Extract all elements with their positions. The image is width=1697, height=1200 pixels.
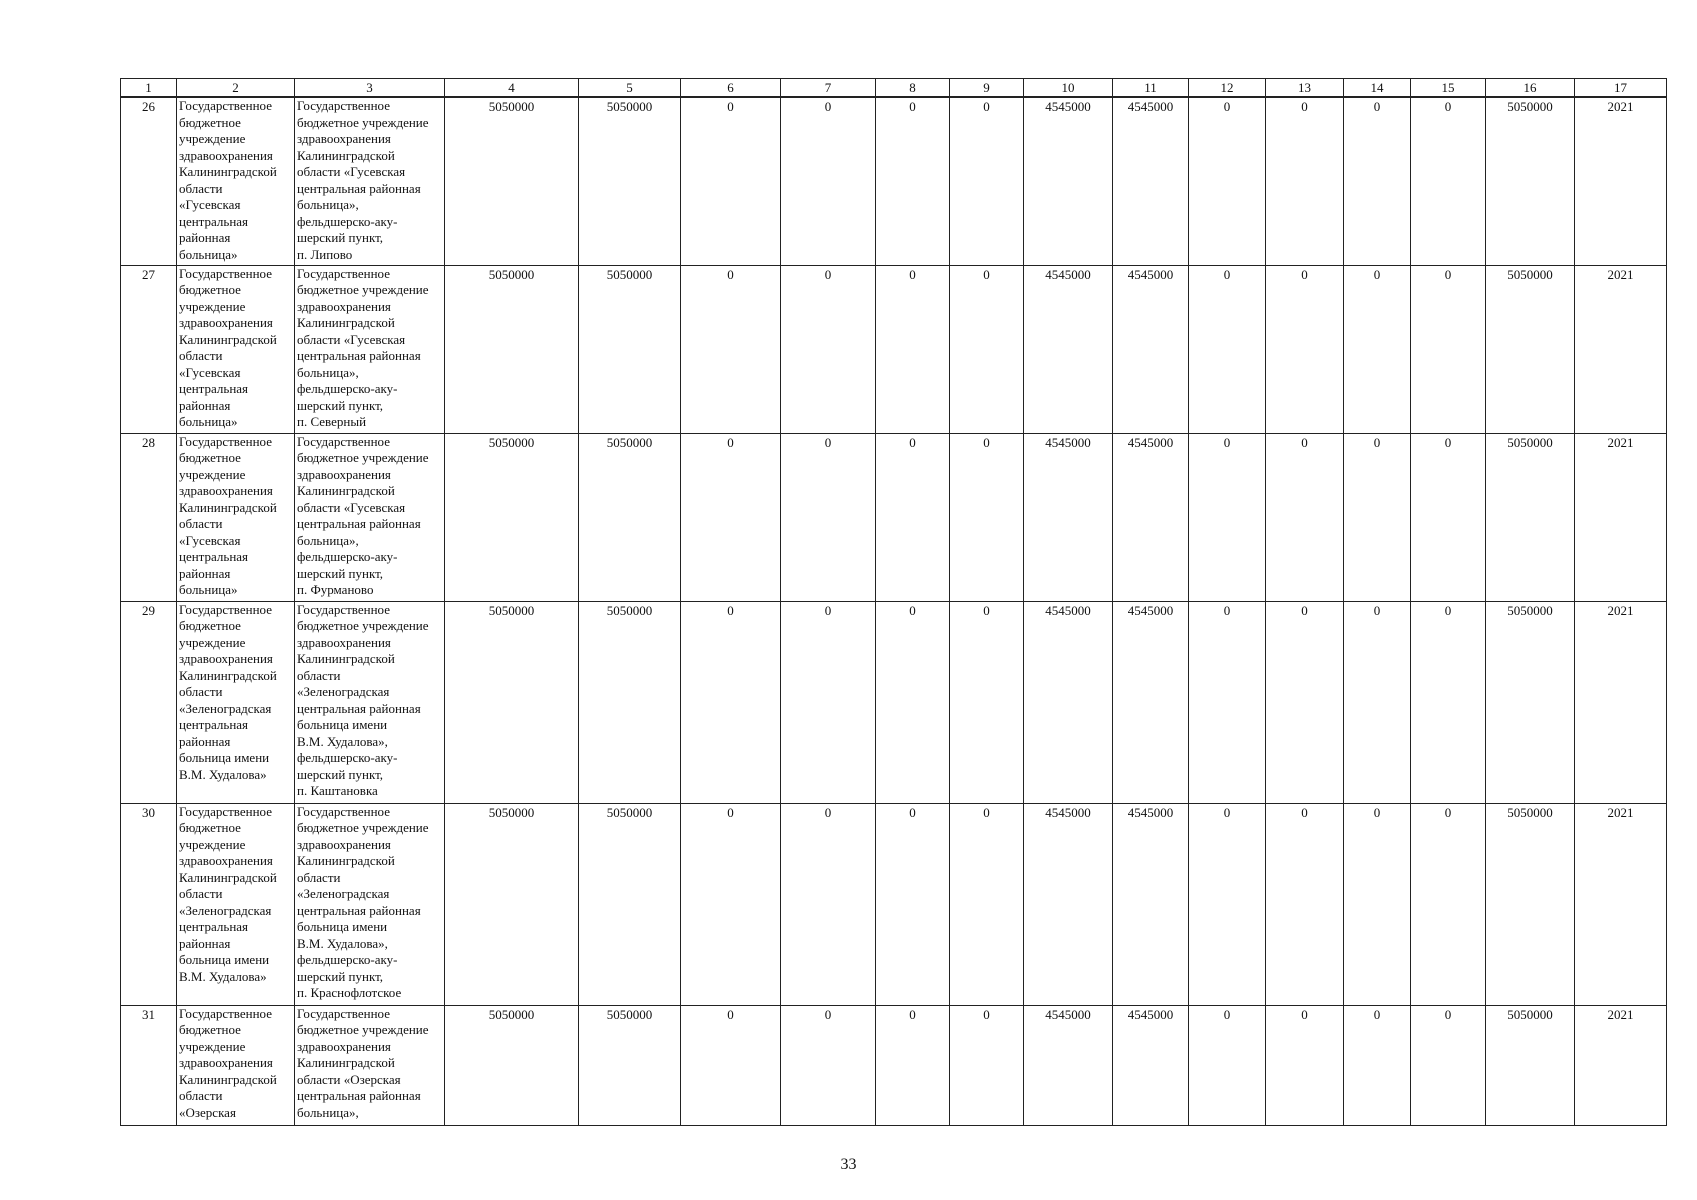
value-cell-col-14: 0 [1344, 433, 1411, 601]
cell-text-line: Государственное [297, 433, 390, 449]
cell-text-line: здравоохранения [179, 147, 273, 163]
cell-text-line: больница», [297, 364, 359, 380]
value-cell-col-10: 4545000 [1024, 1005, 1113, 1125]
cell-text-line: области [179, 348, 223, 363]
value-cell-col-5: 5050000 [579, 97, 681, 265]
cell-text-line: районная [179, 935, 231, 951]
value-cell-col-17: 2021 [1575, 803, 1667, 1005]
cell-text-line: здравоохранения [297, 131, 391, 146]
value-cell-col-4: 5050000 [445, 265, 579, 433]
column-header-17: 17 [1575, 79, 1667, 98]
cell-text-line: центральная районная [297, 700, 421, 716]
cell-text-line: бюджетное [179, 618, 241, 633]
value-cell-col-14: 0 [1344, 601, 1411, 803]
column-header-11: 11 [1113, 79, 1189, 98]
value-cell-col-10: 4545000 [1024, 803, 1113, 1005]
cell-text-line: здравоохранения [297, 466, 391, 482]
cell-text-line: области «Гусевская [297, 331, 406, 347]
column-header-4: 4 [445, 79, 579, 98]
cell-text-line: Калининградской [179, 164, 277, 179]
value-cell-col-7: 0 [781, 265, 876, 433]
cell-text-line: центральная [179, 717, 249, 732]
column-header-15: 15 [1411, 79, 1486, 98]
cell-text-line: п. Каштановка [297, 783, 378, 798]
cell-text-line: «Зеленоградская [179, 700, 272, 716]
column-header-9: 9 [950, 79, 1024, 98]
page-number: 33 [840, 1156, 857, 1173]
cell-text-line: «Зеленоградская [297, 684, 390, 699]
value-cell-col-15: 0 [1411, 803, 1486, 1005]
cell-text-line: больница имени [297, 717, 388, 732]
cell-text-line: центральная районная [297, 348, 421, 363]
cell-text-line: учреждение [179, 466, 246, 482]
value-cell-col-12: 0 [1189, 265, 1266, 433]
value-cell-col-5: 5050000 [579, 265, 681, 433]
cell-text-line: больница» [179, 582, 238, 597]
document-sheet [120, 78, 1667, 1126]
cell-text-line: бюджетное [179, 282, 241, 297]
value-cell-col-5: 5050000 [579, 1005, 681, 1125]
value-cell-col-13: 0 [1266, 433, 1344, 601]
cell-text-line: В.М. Худалова», [297, 733, 388, 749]
value-cell-col-7: 0 [781, 1005, 876, 1125]
cell-text-line: бюджетное учреждение [297, 282, 429, 297]
value-cell-col-6: 0 [681, 97, 781, 265]
cell-text-line: В.М. Худалова», [297, 935, 388, 951]
value-cell-col-13: 0 [1266, 803, 1344, 1005]
cell-text-line: здравоохранения [179, 853, 273, 868]
cell-text-line: Калининградской [297, 147, 395, 163]
cell-text-line: области [179, 1088, 223, 1103]
cell-text-line: Калининградской [297, 853, 395, 868]
cell-text-line: районная [179, 733, 231, 749]
value-cell-col-17: 2021 [1575, 1005, 1667, 1125]
column-header-3: 3 [295, 79, 445, 98]
cell-text-line: учреждение [179, 634, 246, 650]
cell-text-line: Калининградской [179, 1071, 277, 1087]
value-cell-col-14: 0 [1344, 265, 1411, 433]
cell-text-line: районная [179, 230, 231, 245]
column-number-row [121, 79, 1667, 98]
institution-cell [177, 265, 295, 433]
cell-text-line: шерский пункт, [297, 968, 384, 984]
cell-text-line: области [179, 886, 223, 901]
object-cell [295, 803, 445, 1005]
cell-text-line: Государственное [179, 98, 272, 113]
cell-text-line: Государственное [179, 433, 272, 449]
value-cell-col-11: 4545000 [1113, 433, 1189, 601]
cell-text-line: Калининградской [297, 1055, 395, 1070]
value-cell-col-5: 5050000 [579, 803, 681, 1005]
cell-text-line: Государственное [297, 601, 390, 617]
cell-text-line: Калининградской [297, 651, 395, 666]
value-cell-col-10: 4545000 [1024, 433, 1113, 601]
value-cell-col-7: 0 [781, 433, 876, 601]
value-cell-col-13: 0 [1266, 1005, 1344, 1125]
cell-text-line: фельдшерско-аку- [297, 213, 398, 229]
value-cell-col-9: 0 [950, 601, 1024, 803]
column-header-10: 10 [1024, 79, 1113, 98]
cell-text-line: области [297, 869, 341, 885]
cell-text-line: районная [179, 565, 231, 581]
value-cell-col-15: 0 [1411, 1005, 1486, 1125]
cell-text-line: области [179, 684, 223, 699]
cell-text-line: бюджетное учреждение [297, 618, 429, 633]
cell-text-line: области «Гусевская [297, 499, 406, 515]
cell-text-line: здравоохранения [179, 1055, 273, 1070]
cell-text-line: бюджетное учреждение [297, 1022, 429, 1037]
value-cell-col-6: 0 [681, 601, 781, 803]
cell-text-line: бюджетное [179, 1022, 241, 1037]
column-header-2: 2 [177, 79, 295, 98]
cell-text-line: области «Гусевская [297, 164, 406, 179]
institution-cell [177, 601, 295, 803]
cell-text-line: «Озерская [179, 1104, 236, 1120]
value-cell-col-16: 5050000 [1486, 601, 1575, 803]
cell-text-line: области [179, 516, 223, 531]
cell-text-line: Калининградской [297, 315, 395, 330]
value-cell-col-6: 0 [681, 1005, 781, 1125]
value-cell-col-10: 4545000 [1024, 601, 1113, 803]
cell-text-line: центральная районная [297, 180, 421, 196]
value-cell-col-11: 4545000 [1113, 265, 1189, 433]
value-cell-col-9: 0 [950, 433, 1024, 601]
cell-text-line: Калининградской [179, 331, 277, 347]
value-cell-col-17: 2021 [1575, 433, 1667, 601]
value-cell-col-9: 0 [950, 97, 1024, 265]
column-header-1: 1 [121, 79, 177, 98]
value-cell-col-5: 5050000 [579, 601, 681, 803]
value-cell-col-11: 4545000 [1113, 97, 1189, 265]
value-cell-col-14: 0 [1344, 1005, 1411, 1125]
cell-text-line: бюджетное учреждение [297, 820, 429, 835]
column-header-5: 5 [579, 79, 681, 98]
table-row [121, 97, 1667, 265]
cell-text-line: фельдшерско-аку- [297, 549, 398, 564]
cell-text-line: области [179, 180, 223, 196]
cell-text-line: «Зеленоградская [179, 902, 272, 918]
cell-text-line: центральная [179, 919, 249, 934]
value-cell-col-7: 0 [781, 97, 876, 265]
value-cell-col-8: 0 [876, 433, 950, 601]
value-cell-col-15: 0 [1411, 433, 1486, 601]
cell-text-line: больница имени [179, 750, 270, 765]
value-cell-col-6: 0 [681, 433, 781, 601]
object-cell [295, 601, 445, 803]
value-cell-col-11: 4545000 [1113, 1005, 1189, 1125]
institution-cell [177, 803, 295, 1005]
value-cell-col-15: 0 [1411, 97, 1486, 265]
column-header-16: 16 [1486, 79, 1575, 98]
value-cell-col-4: 5050000 [445, 1005, 579, 1125]
value-cell-col-16: 5050000 [1486, 803, 1575, 1005]
cell-text-line: здравоохранения [297, 298, 391, 314]
value-cell-col-7: 0 [781, 601, 876, 803]
value-cell-col-12: 0 [1189, 803, 1266, 1005]
row-number-cell: 27 [121, 265, 177, 433]
cell-text-line: п. Северный [297, 414, 367, 429]
cell-text-line: больница» [179, 246, 238, 262]
cell-text-line: шерский пункт, [297, 766, 384, 782]
cell-text-line: «Гусевская [179, 532, 241, 548]
value-cell-col-16: 5050000 [1486, 265, 1575, 433]
cell-text-line: бюджетное [179, 450, 241, 465]
value-cell-col-12: 0 [1189, 433, 1266, 601]
value-cell-col-6: 0 [681, 265, 781, 433]
institution-cell [177, 97, 295, 265]
object-cell [295, 433, 445, 601]
column-header-8: 8 [876, 79, 950, 98]
cell-text-line: области «Озерская [297, 1071, 401, 1087]
value-cell-col-8: 0 [876, 265, 950, 433]
cell-text-line: п. Липово [297, 246, 353, 262]
table-row [121, 803, 1667, 1005]
cell-text-line: «Зеленоградская [297, 886, 390, 901]
cell-text-line: «Гусевская [179, 197, 241, 212]
cell-text-line: Калининградской [179, 499, 277, 515]
cell-text-line: здравоохранения [179, 315, 273, 330]
cell-text-line: больница», [297, 1104, 359, 1120]
cell-text-line: больница», [297, 197, 359, 212]
cell-text-line: здравоохранения [179, 651, 273, 666]
value-cell-col-10: 4545000 [1024, 97, 1113, 265]
table-row [121, 601, 1667, 803]
value-cell-col-9: 0 [950, 803, 1024, 1005]
cell-text-line: здравоохранения [179, 483, 273, 498]
value-cell-col-14: 0 [1344, 97, 1411, 265]
cell-text-line: Калининградской [179, 869, 277, 885]
cell-text-line: Государственное [297, 265, 390, 281]
cell-text-line: Государственное [179, 601, 272, 617]
cell-text-line: «Гусевская [179, 364, 241, 380]
institution-cell [177, 433, 295, 601]
cell-text-line: больница», [297, 532, 359, 548]
value-cell-col-4: 5050000 [445, 97, 579, 265]
cell-text-line: учреждение [179, 1038, 246, 1054]
column-header-13: 13 [1266, 79, 1344, 98]
cell-text-line: здравоохранения [297, 634, 391, 650]
cell-text-line: Государственное [297, 1005, 390, 1021]
value-cell-col-17: 2021 [1575, 97, 1667, 265]
value-cell-col-16: 5050000 [1486, 433, 1575, 601]
cell-text-line: учреждение [179, 836, 246, 852]
value-cell-col-17: 2021 [1575, 265, 1667, 433]
cell-text-line: бюджетное учреждение [297, 114, 429, 130]
institution-cell [177, 1005, 295, 1125]
data-table [120, 78, 1667, 1126]
value-cell-col-16: 5050000 [1486, 1005, 1575, 1125]
cell-text-line: бюджетное учреждение [297, 450, 429, 465]
value-cell-col-12: 0 [1189, 601, 1266, 803]
cell-text-line: учреждение [179, 298, 246, 314]
cell-text-line: Государственное [297, 803, 390, 819]
value-cell-col-13: 0 [1266, 265, 1344, 433]
value-cell-col-14: 0 [1344, 803, 1411, 1005]
value-cell-col-9: 0 [950, 265, 1024, 433]
row-number-cell: 28 [121, 433, 177, 601]
value-cell-col-8: 0 [876, 601, 950, 803]
row-number-cell: 26 [121, 97, 177, 265]
row-number-cell: 31 [121, 1005, 177, 1125]
value-cell-col-15: 0 [1411, 601, 1486, 803]
cell-text-line: п. Фурманово [297, 582, 374, 597]
cell-text-line: шерский пункт, [297, 230, 384, 245]
value-cell-col-11: 4545000 [1113, 601, 1189, 803]
cell-text-line: больница» [179, 414, 238, 429]
value-cell-col-17: 2021 [1575, 601, 1667, 803]
cell-text-line: фельдшерско-аку- [297, 381, 398, 396]
value-cell-col-12: 0 [1189, 1005, 1266, 1125]
cell-text-line: В.М. Худалова» [179, 968, 267, 984]
cell-text-line: шерский пункт, [297, 397, 384, 413]
cell-text-line: здравоохранения [297, 836, 391, 852]
cell-text-line: фельдшерско-аку- [297, 952, 398, 967]
cell-text-line: центральная районная [297, 902, 421, 918]
object-cell [295, 1005, 445, 1125]
value-cell-col-4: 5050000 [445, 803, 579, 1005]
value-cell-col-9: 0 [950, 1005, 1024, 1125]
cell-text-line: шерский пункт, [297, 565, 384, 581]
cell-text-line: центральная [179, 549, 249, 564]
value-cell-col-13: 0 [1266, 601, 1344, 803]
cell-text-line: здравоохранения [297, 1038, 391, 1054]
object-cell [295, 97, 445, 265]
cell-text-line: районная [179, 397, 231, 413]
cell-text-line: Калининградской [297, 483, 395, 498]
value-cell-col-13: 0 [1266, 97, 1344, 265]
table-row [121, 265, 1667, 433]
cell-text-line: Государственное [179, 1005, 272, 1021]
column-header-12: 12 [1189, 79, 1266, 98]
cell-text-line: п. Краснофлотское [297, 985, 402, 1000]
cell-text-line: бюджетное [179, 114, 241, 130]
value-cell-col-12: 0 [1189, 97, 1266, 265]
cell-text-line: бюджетное [179, 820, 241, 835]
table-row [121, 433, 1667, 601]
cell-text-line: больница имени [297, 919, 388, 934]
value-cell-col-8: 0 [876, 803, 950, 1005]
value-cell-col-5: 5050000 [579, 433, 681, 601]
value-cell-col-7: 0 [781, 803, 876, 1005]
cell-text-line: центральная районная [297, 1088, 421, 1103]
cell-text-line: Государственное [297, 98, 390, 113]
column-header-14: 14 [1344, 79, 1411, 98]
cell-text-line: области [297, 667, 341, 683]
cell-text-line: В.М. Худалова» [179, 766, 267, 782]
value-cell-col-15: 0 [1411, 265, 1486, 433]
column-header-7: 7 [781, 79, 876, 98]
column-header-6: 6 [681, 79, 781, 98]
cell-text-line: центральная [179, 213, 249, 229]
value-cell-col-8: 0 [876, 1005, 950, 1125]
cell-text-line: учреждение [179, 131, 246, 146]
cell-text-line: больница имени [179, 952, 270, 967]
value-cell-col-6: 0 [681, 803, 781, 1005]
cell-text-line: центральная районная [297, 516, 421, 531]
object-cell [295, 265, 445, 433]
value-cell-col-8: 0 [876, 97, 950, 265]
value-cell-col-10: 4545000 [1024, 265, 1113, 433]
table-row [121, 1005, 1667, 1125]
value-cell-col-16: 5050000 [1486, 97, 1575, 265]
value-cell-col-4: 5050000 [445, 433, 579, 601]
cell-text-line: фельдшерско-аку- [297, 750, 398, 765]
value-cell-col-11: 4545000 [1113, 803, 1189, 1005]
cell-text-line: Государственное [179, 265, 272, 281]
row-number-cell: 30 [121, 803, 177, 1005]
value-cell-col-4: 5050000 [445, 601, 579, 803]
cell-text-line: Государственное [179, 803, 272, 819]
row-number-cell: 29 [121, 601, 177, 803]
cell-text-line: центральная [179, 381, 249, 396]
cell-text-line: Калининградской [179, 667, 277, 683]
